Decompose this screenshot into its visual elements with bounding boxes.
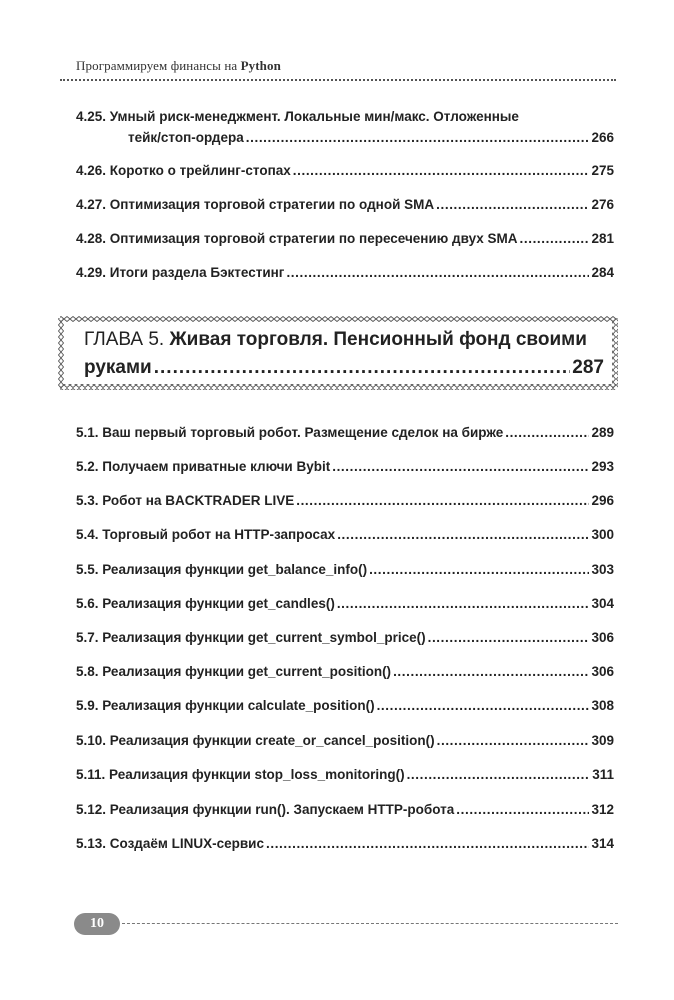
toc-entry-page: 289 xyxy=(591,425,614,440)
dot-leader xyxy=(428,627,590,648)
dot-leader xyxy=(437,730,590,751)
toc-entry-4-29[interactable] xyxy=(76,262,614,283)
header-title-prefix: Программируем финансы на xyxy=(76,58,241,73)
toc-entry-title: 4.27. Оптимизация торговой стратегии по одной SMA xyxy=(76,197,435,212)
dot-leader xyxy=(436,194,589,215)
toc-entry-5-5[interactable] xyxy=(76,559,614,580)
toc-entry-5-11[interactable] xyxy=(76,764,614,785)
toc-entry-page: 266 xyxy=(591,130,614,145)
toc-entry-5-9[interactable] xyxy=(76,695,614,716)
toc-entry-page: 308 xyxy=(591,698,614,713)
chapter-5-heading[interactable] xyxy=(58,316,618,390)
toc-entry-title: 5.5. Реализация функции get_balance_info() xyxy=(76,562,368,577)
toc-entry-5-3[interactable] xyxy=(76,490,614,511)
toc-entry-title: 5.1. Ваш первый торговый робот. Размещение сделок на бирже xyxy=(76,425,504,440)
dot-leader xyxy=(520,228,590,249)
dot-leader xyxy=(154,357,571,379)
toc-entry-title: 5.11. Реализация функции stop_loss_monitoring() xyxy=(76,767,405,782)
toc-entry-page: 306 xyxy=(591,630,614,645)
chapter-title-line2 xyxy=(84,357,604,379)
toc-entry-5-13[interactable] xyxy=(76,833,614,854)
toc-entry-title: 5.10. Реализация функции create_or_cancel_position() xyxy=(76,733,435,748)
toc-entry-title: 5.3. Робот на BACKTRADER LIVE xyxy=(76,493,295,508)
dot-leader xyxy=(337,524,589,545)
toc-entry-page: 296 xyxy=(591,493,614,508)
dot-leader xyxy=(505,422,589,443)
toc-entry-title: 5.9. Реализация функции calculate_position() xyxy=(76,698,375,713)
toc-entry-title: 5.6. Реализация функции get_candles() xyxy=(76,596,335,611)
toc-entry-page: 314 xyxy=(591,836,614,851)
dot-leader xyxy=(246,127,590,148)
dot-leader xyxy=(377,695,590,716)
toc-entry-4-27[interactable] xyxy=(76,194,614,215)
toc-entry-page: 312 xyxy=(591,802,614,817)
dot-leader xyxy=(337,593,590,614)
toc-entry-page: 281 xyxy=(591,231,614,246)
toc-entry-title: 5.13. Создаём LINUX-сервис xyxy=(76,836,264,851)
dot-leader xyxy=(266,833,589,854)
chapter-title-line1 xyxy=(84,329,587,351)
header-title-bold: Python xyxy=(240,58,281,73)
toc-entry-title: 5.7. Реализация функции get_current_symbol_price() xyxy=(76,630,426,645)
toc-entry-4-28[interactable] xyxy=(76,228,614,249)
footer-dashed-rule xyxy=(122,923,618,924)
toc-entry-page: 306 xyxy=(591,664,614,679)
toc-entry-4-25[interactable] xyxy=(76,106,614,148)
dot-leader xyxy=(456,799,589,820)
chapter-title: Живая торговля. Пенсионный фонд своими xyxy=(169,329,587,350)
toc-entry-page: 284 xyxy=(591,265,614,280)
toc-entry-4-26[interactable] xyxy=(76,160,614,181)
dot-leader xyxy=(296,490,589,511)
toc-entry-page: 311 xyxy=(592,767,614,782)
toc-entry-title: 5.12. Реализация функции run(). Запускаем HTTP-робота xyxy=(76,802,455,817)
toc-entry-5-4[interactable] xyxy=(76,524,614,545)
chapter-title-cont: руками xyxy=(84,357,152,378)
toc-entry-page: 300 xyxy=(591,527,614,542)
header-dotted-rule xyxy=(60,79,616,81)
dot-leader xyxy=(407,764,591,785)
dot-leader xyxy=(393,661,589,682)
toc-entry-page: 276 xyxy=(591,197,614,212)
dot-leader xyxy=(293,160,590,181)
toc-entry-5-8[interactable] xyxy=(76,661,614,682)
chapter-label: ГЛАВА 5. xyxy=(84,329,170,350)
toc-entry-page: 275 xyxy=(591,163,614,178)
toc-entry-5-12[interactable] xyxy=(76,799,614,820)
toc-entry-5-2[interactable] xyxy=(76,456,614,477)
toc-entry-title-cont: тейк/стоп-ордера xyxy=(128,130,244,145)
toc-entry-page: 293 xyxy=(591,459,614,474)
toc-entry-5-1[interactable] xyxy=(76,422,614,443)
toc-entry-5-10[interactable] xyxy=(76,730,614,751)
toc-entry-title: 4.26. Коротко о трейлинг-стопах xyxy=(76,163,291,178)
page-number-badge: 10 xyxy=(74,913,120,935)
toc-entry-title: 5.4. Торговый робот на HTTP-запросах xyxy=(76,527,336,542)
toc-entry-5-7[interactable] xyxy=(76,627,614,648)
toc-entry-page: 309 xyxy=(591,733,614,748)
running-header xyxy=(76,58,281,74)
toc-entry-page: 304 xyxy=(591,596,614,611)
toc-entry-title: 5.8. Реализация функции get_current_position() xyxy=(76,664,392,679)
dot-leader xyxy=(332,456,589,477)
toc-entry-title: 4.25. Умный риск-менеджмент. Локальные мин/макс. Отложенные xyxy=(76,109,519,124)
toc-entry-page: 303 xyxy=(591,562,614,577)
chapter-page: 287 xyxy=(572,357,604,378)
toc-entry-title: 5.2. Получаем приватные ключи Bybit xyxy=(76,459,331,474)
toc-entry-5-6[interactable] xyxy=(76,593,614,614)
toc-entry-title: 4.29. Итоги раздела Бэктестинг xyxy=(76,265,285,280)
dot-leader xyxy=(286,262,589,283)
dot-leader xyxy=(369,559,589,580)
toc-entry-title: 4.28. Оптимизация торговой стратегии по пересечению двух SMA xyxy=(76,231,518,246)
